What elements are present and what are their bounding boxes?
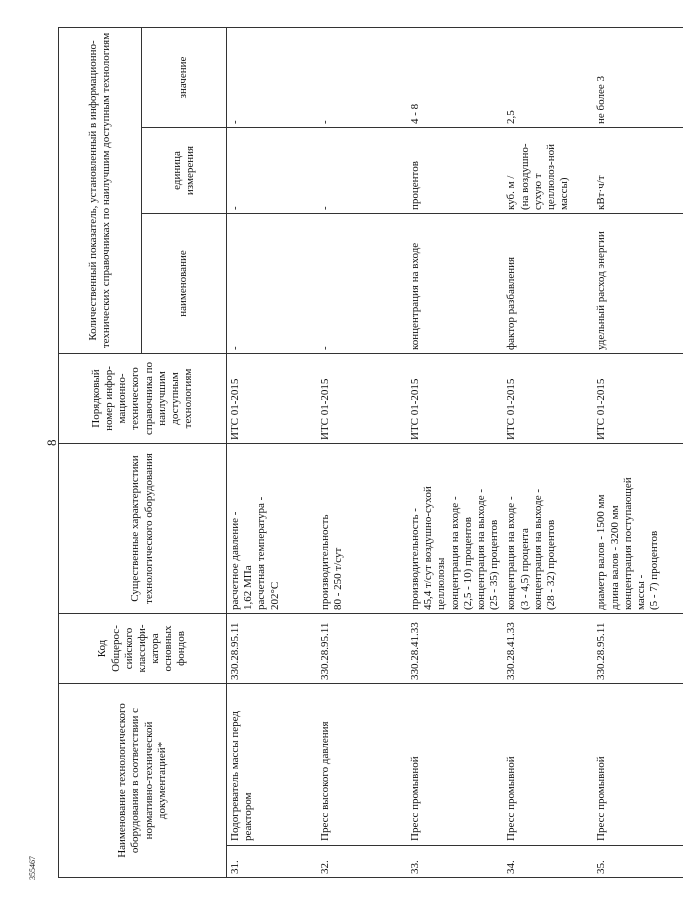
header-characteristics: Существенные характеристики технологического оборудования (59, 444, 227, 614)
header-name: Наименование технологического оборудования в соответствии с нормативно-технической документацией* (59, 684, 227, 878)
row-number: 31. (227, 846, 318, 878)
table-row (407, 27, 503, 877)
row-number: 34. (503, 846, 593, 878)
equipment-characteristics: расчетное давление - 1,62 МПа расчетная температура - 202°С (227, 444, 318, 614)
equipment-code: 330.28.95.11 (593, 614, 683, 684)
indicator-unit: куб. м / (на воздушно-сухую т целлюлоз-ной массы) (503, 128, 593, 214)
equipment-code: 330.28.95.11 (227, 614, 318, 684)
its-number: ИТС 01-2015 (317, 354, 407, 444)
table-row (317, 27, 407, 877)
indicator-name: концентрация на входе (407, 214, 503, 354)
indicator-unit: - (317, 128, 407, 214)
its-number: ИТС 01-2015 (407, 354, 503, 444)
row-number: 35. (593, 846, 683, 878)
table-row (593, 27, 683, 877)
indicator-unit: кВт·ч/т (593, 128, 683, 214)
indicator-unit: - (227, 128, 318, 214)
table-row (503, 27, 593, 877)
equipment-code: 330.28.41.33 (407, 614, 503, 684)
equipment-name: Пресс промывной (503, 684, 593, 846)
indicator-value: 2,5 (503, 27, 593, 127)
its-number: ИТС 01-2015 (593, 354, 683, 444)
indicator-name: - (317, 214, 407, 354)
header-indicator-value: значение (142, 27, 227, 127)
document-code: 355467 (28, 856, 37, 880)
equipment-characteristics: концентрация на входе - (3 - 4,5) процента концентрация на выходе - (28 - 32) процентов (503, 444, 593, 614)
equipment-code: 330.28.41.33 (503, 614, 593, 684)
page-number: 8 (44, 439, 59, 446)
rotated-table-frame (58, 28, 661, 878)
its-number: ИТС 01-2015 (503, 354, 593, 444)
row-number: 33. (407, 846, 503, 878)
header-indicator-group: Количественный показатель, установленный в информационно-технических справочниках по наилучшим доступным технологиям (59, 27, 142, 353)
indicator-value: - (317, 27, 407, 127)
equipment-table (58, 27, 683, 878)
header-indicator-name: наименование (142, 214, 227, 354)
header-indicator-unit: единица измерения (142, 128, 227, 214)
equipment-code: 330.28.95.11 (317, 614, 407, 684)
equipment-name: Пресс высокого давления (317, 684, 407, 846)
indicator-value: - (227, 27, 318, 127)
equipment-name: Пресс промывной (593, 684, 683, 846)
indicator-name: - (227, 214, 318, 354)
equipment-characteristics: диаметр валов - 1500 мм длина валов - 3200 мм концентрация поступающей массы - (5 - 7) процентов (593, 444, 683, 614)
header-its-number: Порядковый номер инфор-мационно-технического справочника по наилучшим доступным технологиям (59, 354, 227, 444)
indicator-unit: процентов (407, 128, 503, 214)
table-row (227, 27, 318, 877)
header-code: Код Общерос-сийского классифи-катора основных фондов (59, 614, 227, 684)
row-number: 32. (317, 846, 407, 878)
its-number: ИТС 01-2015 (227, 354, 318, 444)
indicator-name: удельный расход энергии (593, 214, 683, 354)
equipment-name: Пресс промывной (407, 684, 503, 846)
indicator-value: 4 - 8 (407, 27, 503, 127)
equipment-characteristics: производительность 80 - 250 т/сут (317, 444, 407, 614)
equipment-characteristics: производительность - 45,4 т/сут воздушно-сухой целлюлозы концентрация на входе - (2,5 - 10) процентов концентрация на выходе - (25 - 35) процентов (407, 444, 503, 614)
indicator-name: фактор разбавления (503, 214, 593, 354)
equipment-name: Подогреватель массы перед реактором (227, 684, 318, 846)
indicator-value: не более 3 (593, 27, 683, 127)
